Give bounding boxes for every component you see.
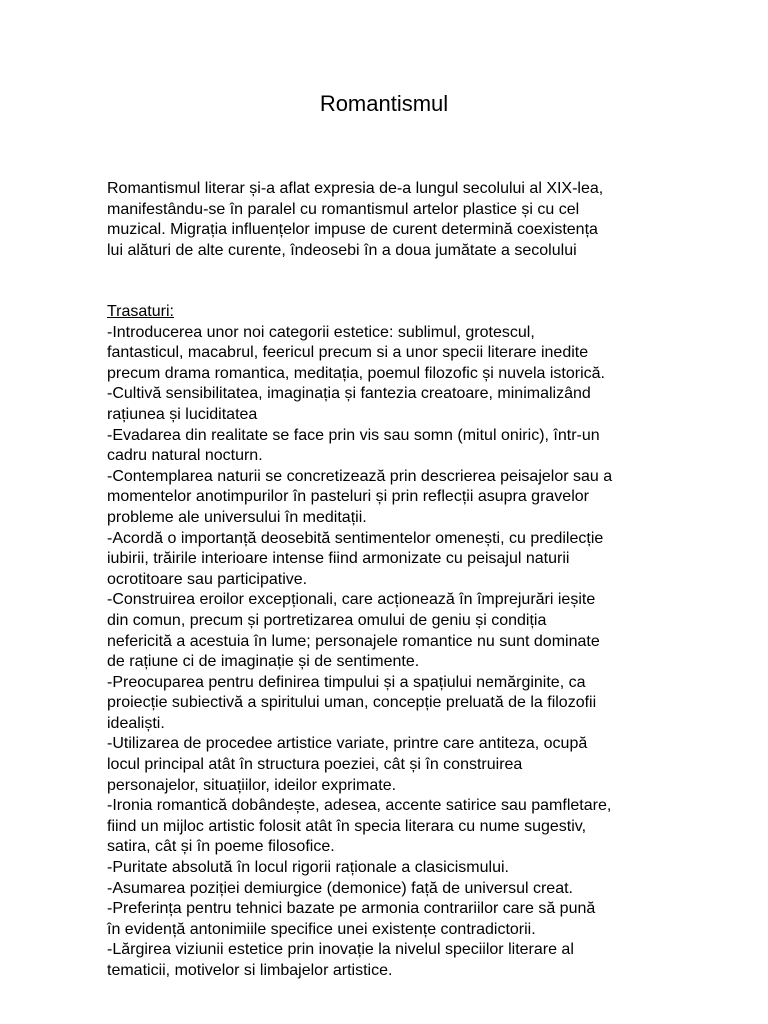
features-section — [107, 302, 677, 982]
feature-item: -Puritate absolută în locul rigorii raționale a clasicismului. — [107, 859, 509, 877]
feature-item: -Cultivă sensibilitatea, imaginația și fantezia creatoare, minimalizând rațiunea și luciditatea — [107, 385, 591, 423]
feature-item: -Ironia romantică dobândește, adesea, accente satirice sau pamfletare, fiind un mijloc artistic folosit atât în specia literara cu nume sugestiv, satira, cât și în poeme filosofice. — [107, 797, 612, 856]
section-heading: Trasaturi: — [107, 303, 174, 320]
feature-item: -Acordă o importanță deosebită sentimentelor omenești, cu predilecție iubirii, trăirile interioare intense fiind armonizate cu peisajul naturii ocrotitoare sau participative. — [107, 529, 604, 588]
feature-item: -Evadarea din realitate se face prin vis sau somn (mitul oniric), într-un cadru natural nocturn. — [107, 426, 600, 465]
document-title: Romantismul — [319, 91, 449, 116]
intro-paragraph: Romantismul literar și-a aflat expresia de-a lungul secolului al XIX-lea, manifestându-se în paralel cu romantismul artelor plastice și cu cel muzical. Migrația influențelor impuse de curent determină coexistența lui alături de alte curente, îndeosebi în a doua jumătate a secolului — [107, 180, 604, 259]
feature-item: -Introducerea unor noi categorii estetice: sublimul, grotescul, fantasticul, macabrul, feericul precum si a unor specii literare inedite precum drama romantica, meditația, poemul filozofic și nuvela istorică. — [107, 323, 605, 382]
feature-item: -Lărgirea viziunii estetice prin inovație la nivelul speciilor literare al tematicii, motivelor si limbajelor artistice. — [107, 941, 574, 979]
feature-item: -Contemplarea naturii se concretizează prin descrierea peisajelor sau a momentelor anotimpurilor în pasteluri și prin reflecții asupra gravelor probleme ale universului în meditații. — [107, 467, 613, 526]
feature-item: -Construirea eroilor excepționali, care acționează în împrejurări ieșite din comun, precum și portretizarea omului de geniu și condiția nefericită a acestuia în lume; personajele romantice nu sunt dominate de rațiune ci de imaginație și de sentimente. — [107, 591, 600, 671]
feature-item: -Utilizarea de procedee artistice variate, printre care antiteza, ocupă locul principal atât în structura poeziei, cât și în construirea personajelor, situațiilor, ideilor exprimate. — [107, 735, 588, 794]
feature-item: -Preferința pentru tehnici bazate pe armonia contrariilor care să pună în evidență antonimiile specifice unei existențe contradictorii. — [107, 900, 596, 938]
feature-item: -Preocuparea pentru definirea timpului și a spațiului nemărginite, ca proiecție subiectivă a spiritului uman, concepție preluată de la filozofii idealiști. — [107, 673, 597, 732]
feature-item: -Asumarea poziției demiurgice (demonice) față de universul creat. — [107, 879, 573, 897]
